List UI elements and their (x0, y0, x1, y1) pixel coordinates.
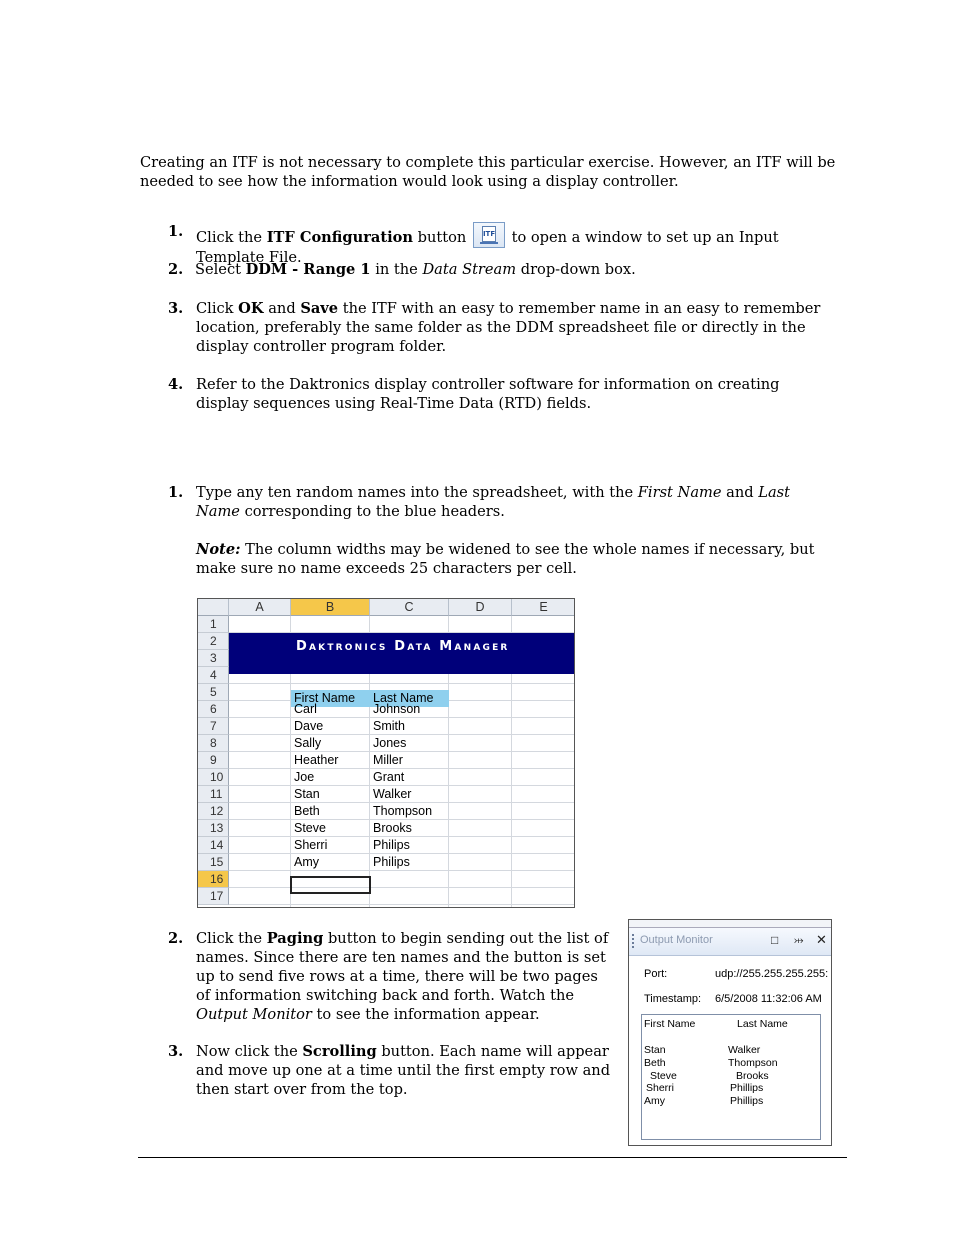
first-name-cell[interactable]: Heather (294, 753, 339, 767)
row-header-16[interactable]: 16 (198, 871, 229, 888)
ddm-range-term: DDM - Range 1 (245, 261, 371, 278)
step-text: Select (195, 261, 246, 278)
step-save-itf (196, 299, 846, 356)
step-type-names (196, 483, 836, 521)
last-name-cell[interactable]: Philips (373, 838, 410, 852)
first-name-cell[interactable]: Carl (294, 702, 317, 716)
step-text: button (413, 229, 467, 246)
pin-icon[interactable]: ⤔ (794, 933, 804, 947)
output-first-name: Beth (644, 1056, 666, 1069)
first-name-cell[interactable]: Amy (294, 855, 319, 869)
column-header-c[interactable]: C (370, 599, 449, 616)
output-first-name: Stan (644, 1044, 666, 1056)
step-select-range (195, 260, 845, 279)
step-number: 3. (168, 300, 184, 317)
first-name-cell[interactable]: Beth (294, 804, 320, 818)
step-text: Click the (196, 930, 267, 947)
output-last-name: Phillips (730, 1082, 764, 1095)
scrolling-term: Scrolling (302, 1043, 377, 1060)
first-name-cell[interactable]: Sherri (294, 838, 328, 852)
row-header-12[interactable]: 12 (198, 803, 229, 820)
banner-title: Daktronics Data Manager (296, 639, 510, 654)
step-number: 2. (168, 261, 184, 278)
step-text: drop-down box. (516, 261, 636, 278)
itf-configuration-button-icon (473, 222, 505, 248)
first-name-cell[interactable]: Joe (294, 770, 315, 784)
column-header-a[interactable]: A (229, 599, 291, 616)
column-header-d[interactable]: D (449, 599, 512, 616)
step-number: 3. (168, 1043, 184, 1060)
select-all-corner[interactable] (198, 599, 229, 616)
output-monitor-panel (628, 919, 832, 1146)
footer-rule (138, 1157, 847, 1158)
row-header-15[interactable]: 15 (198, 854, 229, 871)
output-last-name: Walker (728, 1044, 761, 1056)
row-header-1[interactable]: 1 (198, 616, 229, 633)
close-icon[interactable]: ✕ (816, 932, 827, 947)
last-name-cell[interactable]: Smith (373, 719, 405, 733)
output-last-name: Thompson (728, 1056, 778, 1069)
note-text: The column widths may be widened to see the whole names if necessary, but make sure no name exceeds 25 characters per cell. (196, 541, 815, 577)
data-stream-term: Data Stream (422, 261, 517, 278)
step-text: to open a window to set up an Input Template File. (196, 229, 779, 266)
row-header-7[interactable]: 7 (198, 718, 229, 735)
row-header-11[interactable]: 11 (198, 786, 229, 803)
last-name-header[interactable]: Last Name (370, 690, 449, 707)
output-first-name: Sherri (646, 1082, 675, 1095)
list-column-last-name: Last Name (737, 1018, 788, 1030)
ok-term: OK (238, 300, 264, 317)
last-name-cell[interactable]: Johnson (373, 702, 421, 716)
note-paragraph (196, 540, 836, 578)
note-label: Note: (196, 541, 241, 558)
output-monitor-title: Output Monitor (640, 934, 713, 946)
first-name-cell[interactable]: Steve (294, 821, 326, 835)
paging-term: Paging (266, 930, 324, 947)
timestamp-value: 6/5/2008 11:32:06 AM (715, 993, 822, 1005)
step-text: and (721, 484, 759, 501)
output-last-name: Brooks (736, 1069, 769, 1082)
output-listbox[interactable] (641, 1014, 821, 1140)
port-label: Port: (644, 968, 668, 980)
step-text: Click (196, 300, 239, 317)
save-term: Save (300, 300, 339, 317)
row-header-4[interactable]: 4 (198, 667, 229, 684)
column-header-b[interactable]: B (291, 599, 370, 616)
intro-paragraph: Creating an ITF is not necessary to complete this particular exercise. However, an ITF will be needed to see how the information would look using a display controller. (140, 154, 836, 190)
step-text: in the (370, 261, 423, 278)
output-monitor-titlebar[interactable] (629, 928, 831, 956)
last-name-cell[interactable]: Philips (373, 855, 410, 869)
step-scrolling (196, 1042, 614, 1099)
first-name-header[interactable]: First Name (291, 690, 370, 707)
active-cell[interactable] (290, 876, 371, 894)
step-text: Now click the (196, 1043, 303, 1060)
step-number: 4. (168, 376, 184, 393)
row-header-13[interactable]: 13 (198, 820, 229, 837)
last-name-cell[interactable]: Brooks (373, 821, 412, 835)
row-header-3[interactable]: 3 (198, 650, 229, 667)
row-header-9[interactable]: 9 (198, 752, 229, 769)
step-number: 1. (168, 223, 184, 240)
list-column-first-name: First Name (644, 1018, 696, 1030)
step-number: 2. (168, 930, 184, 947)
row-header-14[interactable]: 14 (198, 837, 229, 854)
output-monitor-term: Output Monitor (196, 1006, 312, 1023)
row-header-8[interactable]: 8 (198, 735, 229, 752)
step-text: to see the information appear. (311, 1006, 540, 1023)
step-text: Click the (196, 229, 267, 246)
last-name-term: Last Name (196, 484, 790, 520)
step-text: Type any ten random names into the spreadsheet, with the (196, 484, 638, 501)
row-header-10[interactable]: 10 (198, 769, 229, 786)
column-header-e[interactable]: E (512, 599, 575, 616)
restore-icon[interactable]: □ (771, 933, 779, 947)
first-name-term: First Name (637, 484, 722, 501)
row-header-2[interactable]: 2 (198, 633, 229, 650)
step-text: the ITF with an easy to remember name in an easy to remember location, preferably the same folder as the DDM spreadsheet file or directly in the display controller program folder. (196, 300, 821, 355)
drag-grip-icon[interactable] (632, 934, 634, 948)
first-name-cell[interactable]: Stan (294, 787, 320, 801)
output-first-name: Amy (644, 1095, 665, 1108)
row-header-6[interactable]: 6 (198, 701, 229, 718)
step-text: button. Each name will appear and move up one at a time until the first empty row and then start over from the top. (196, 1043, 611, 1098)
step-text: and (263, 300, 301, 317)
step-text: button to begin sending out the list of names. Since there are ten names and the button is set up to send five rows at a time, there will be two pages of information switching back and forth. Watch the (196, 930, 609, 1004)
output-last-name: Phillips (730, 1095, 764, 1108)
spreadsheet (197, 598, 575, 908)
itf-document-icon: ITF (482, 226, 496, 242)
last-name-cell[interactable]: Walker (373, 787, 412, 801)
step-text: corresponding to the blue headers. (239, 503, 505, 520)
last-name-cell[interactable]: Thompson (373, 804, 433, 818)
row-header-17[interactable]: 17 (198, 888, 229, 905)
step-number: 1. (168, 484, 184, 501)
timestamp-label: Timestamp: (644, 993, 702, 1005)
step-paging (196, 929, 614, 1024)
last-name-cell[interactable]: Miller (373, 753, 403, 767)
first-name-cell[interactable]: Sally (294, 736, 322, 750)
last-name-cell[interactable]: Grant (373, 770, 405, 784)
first-name-cell[interactable]: Dave (294, 719, 324, 733)
row-header-5[interactable]: 5 (198, 684, 229, 701)
output-first-name: Steve (650, 1069, 677, 1082)
step-refer: Refer to the Daktronics display controller software for information on creating display sequences using Real-Time Data (RTD) fields. (196, 376, 780, 412)
port-value: udp://255.255.255.255: (715, 968, 829, 980)
last-name-cell[interactable]: Jones (373, 736, 407, 750)
itf-configuration-term: ITF Configuration (266, 229, 413, 246)
